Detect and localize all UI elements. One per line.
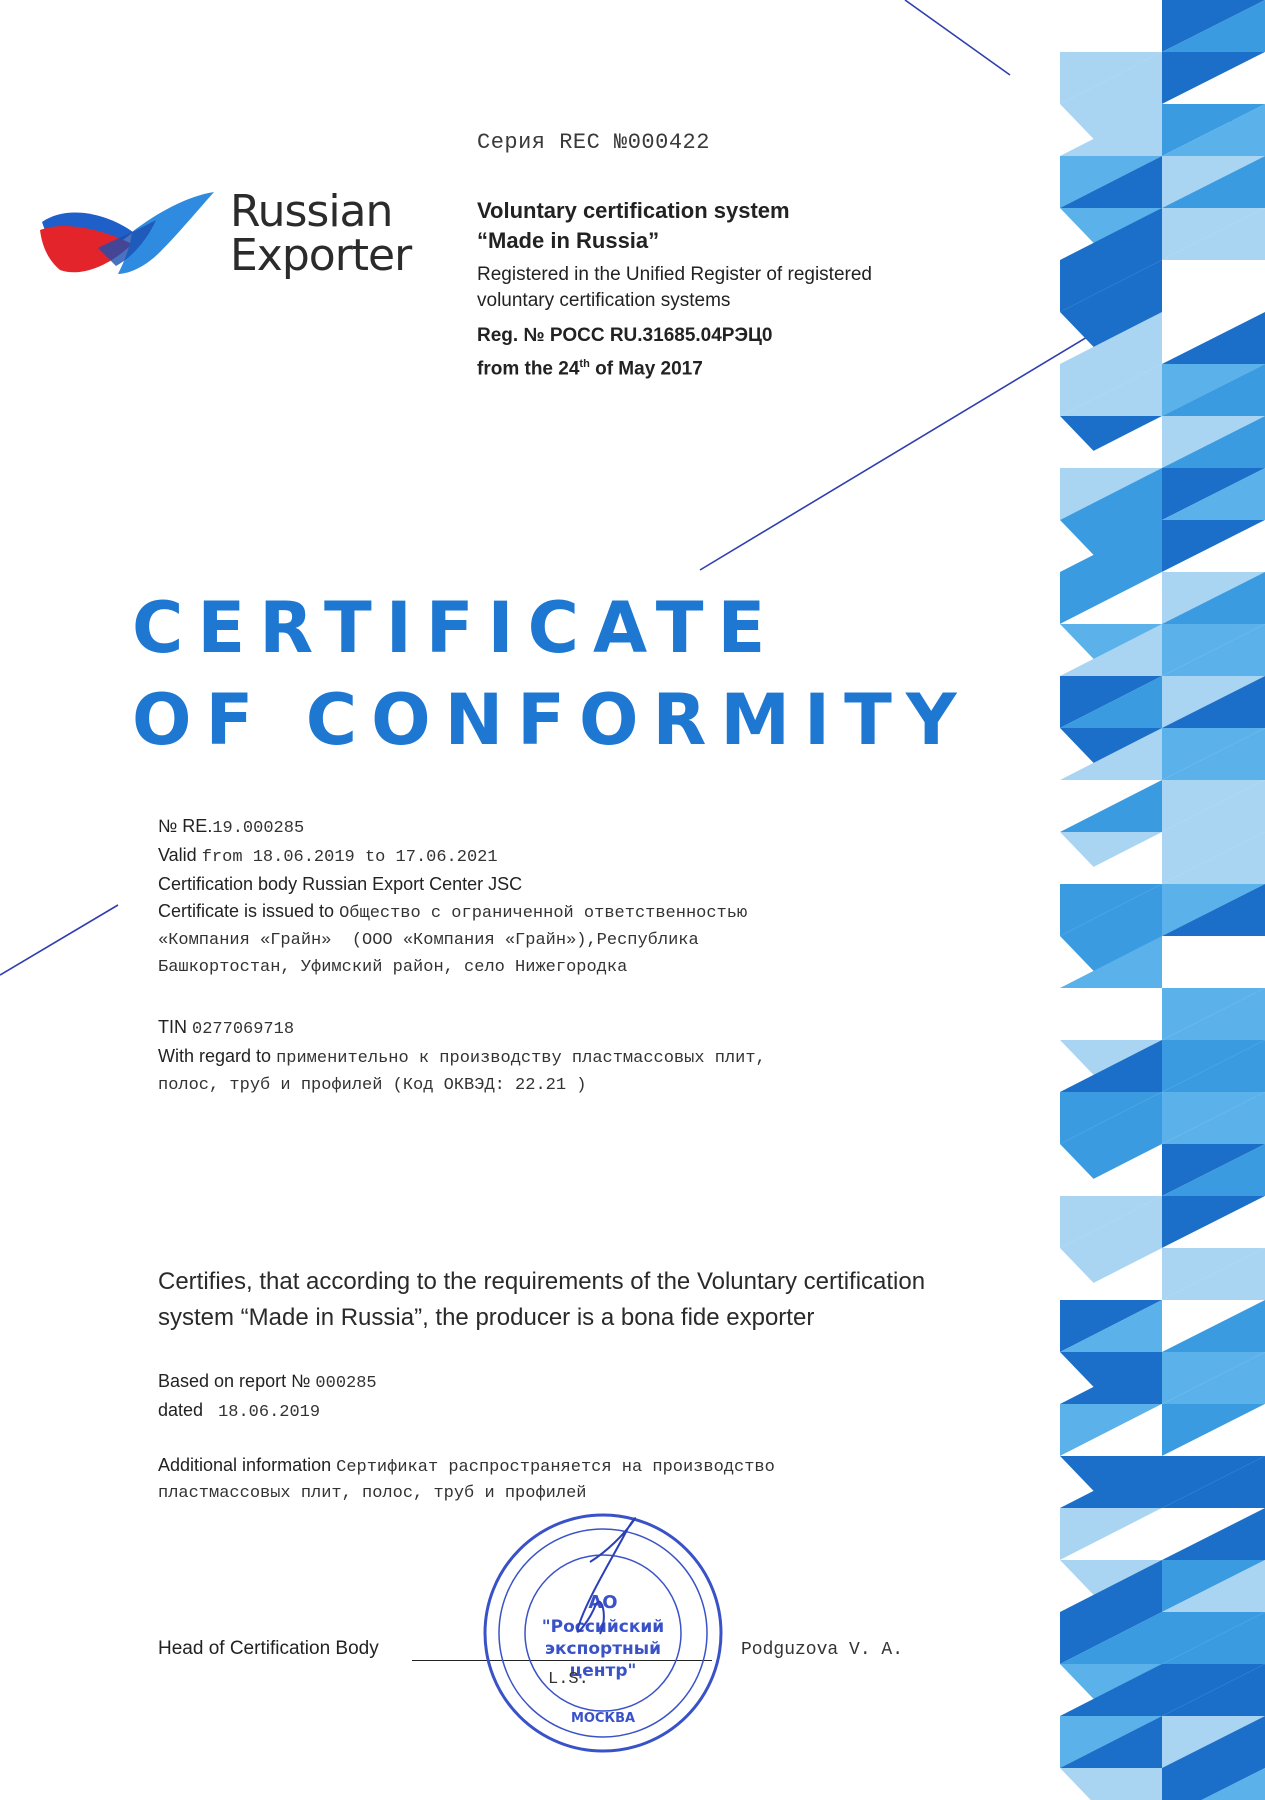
issued-value-1: Общество с ограниченной ответственностью — [339, 904, 748, 923]
additional-value-1: Сертификат распространяется на производство — [336, 1458, 775, 1477]
logo-line-2: Exporter — [230, 230, 412, 281]
number-label: № RE. — [158, 816, 213, 836]
additional-label: Additional information — [158, 1455, 332, 1475]
registration-number — [477, 322, 947, 383]
stamp-text-4: центр" — [569, 1661, 637, 1681]
spacer — [158, 981, 948, 1008]
additional-information — [158, 1452, 948, 1507]
report-block — [158, 1368, 948, 1426]
signer-name: Podguzova V. A. — [741, 1640, 904, 1660]
tin-value: 0277069718 — [192, 1020, 295, 1039]
signature-label: Head of Certification Body — [158, 1638, 379, 1659]
registry-line-2: voluntary certification systems — [477, 290, 731, 311]
regard-value-2: полос, труб и профилей (Код ОКВЭД: 22.21 ) — [158, 1076, 587, 1095]
valid-value: from 18.06.2019 to 17.06.2021 — [201, 848, 498, 867]
issued-value-2: «Компания «Грайн» (ООО «Компания «Грайн»),Республика — [158, 931, 699, 950]
certificate-title — [132, 582, 971, 766]
registry-line-1: Registered in the Unified Register of registered — [477, 264, 872, 285]
stamp-text-3: экспортный — [544, 1639, 662, 1659]
stamp-city: МОСКВА — [570, 1711, 636, 1726]
additional-row-1 — [158, 1452, 948, 1481]
registry-statement — [477, 262, 947, 314]
dated-value: 18.06.2019 — [218, 1403, 321, 1422]
reg-date-prefix: from the 24 — [477, 358, 580, 380]
certification-body: Certification body Russian Export Center JSC — [158, 874, 523, 894]
official-stamp — [478, 1508, 728, 1758]
certifies-statement: Certifies, that according to the requirements of the Voluntary certification system “Made in Russia”, the producer is a bona fide exporter — [158, 1268, 926, 1331]
report-date-row — [158, 1397, 948, 1426]
report-label: Based on report № — [158, 1371, 311, 1391]
title-line-1: CERTIFICATE — [132, 587, 780, 669]
reg-date — [477, 350, 947, 383]
certificate-number-row — [158, 813, 948, 842]
russian-exporter-logo — [38, 186, 448, 300]
reg-date-suffix: of May 2017 — [589, 358, 703, 380]
stamp-text-2: "Российский — [541, 1617, 665, 1637]
validity-row — [158, 842, 948, 871]
certificate-details — [158, 813, 948, 1099]
issued-value-3: Башкортостан, Уфимский район, село Нижегородка — [158, 958, 628, 977]
stamp-text-1: АО — [588, 1592, 618, 1613]
title-line-2: OF CONFORMITY — [132, 679, 971, 761]
additional-value-2: пластмассовых плит, полос, труб и профилей — [158, 1484, 587, 1503]
tin-label: TIN — [158, 1017, 187, 1037]
dated-label: dated — [158, 1400, 204, 1420]
issued-label: Certificate is issued to — [158, 901, 335, 921]
logo-wordmark — [230, 186, 412, 281]
series-number: Серия REC №000422 — [477, 130, 710, 155]
regard-label: With regard to — [158, 1046, 272, 1066]
system-title-line-1: Voluntary certification system — [477, 198, 790, 223]
system-title — [477, 196, 947, 256]
locus-sigilli: L.S. — [548, 1670, 589, 1689]
reg-number: Reg. № РОСС RU.31685.04РЭЦ0 — [477, 325, 773, 346]
issued-to-row — [158, 898, 948, 927]
number-value: 19.000285 — [212, 819, 305, 838]
tin-row — [158, 1014, 948, 1043]
bird-logo-icon — [38, 190, 218, 280]
logo-line-1: Russian — [230, 186, 393, 237]
report-number: 000285 — [315, 1374, 377, 1393]
regard-value-1: применительно к производству пластмассовых плит, — [276, 1049, 766, 1068]
certification-system-block — [477, 196, 947, 383]
reg-date-sup: th — [579, 358, 590, 370]
report-number-row — [158, 1368, 948, 1397]
system-title-line-2: “Made in Russia” — [477, 228, 660, 253]
regard-row — [158, 1043, 948, 1072]
geometric-triangle-pattern — [1060, 0, 1265, 1800]
valid-label: Valid — [158, 845, 197, 865]
